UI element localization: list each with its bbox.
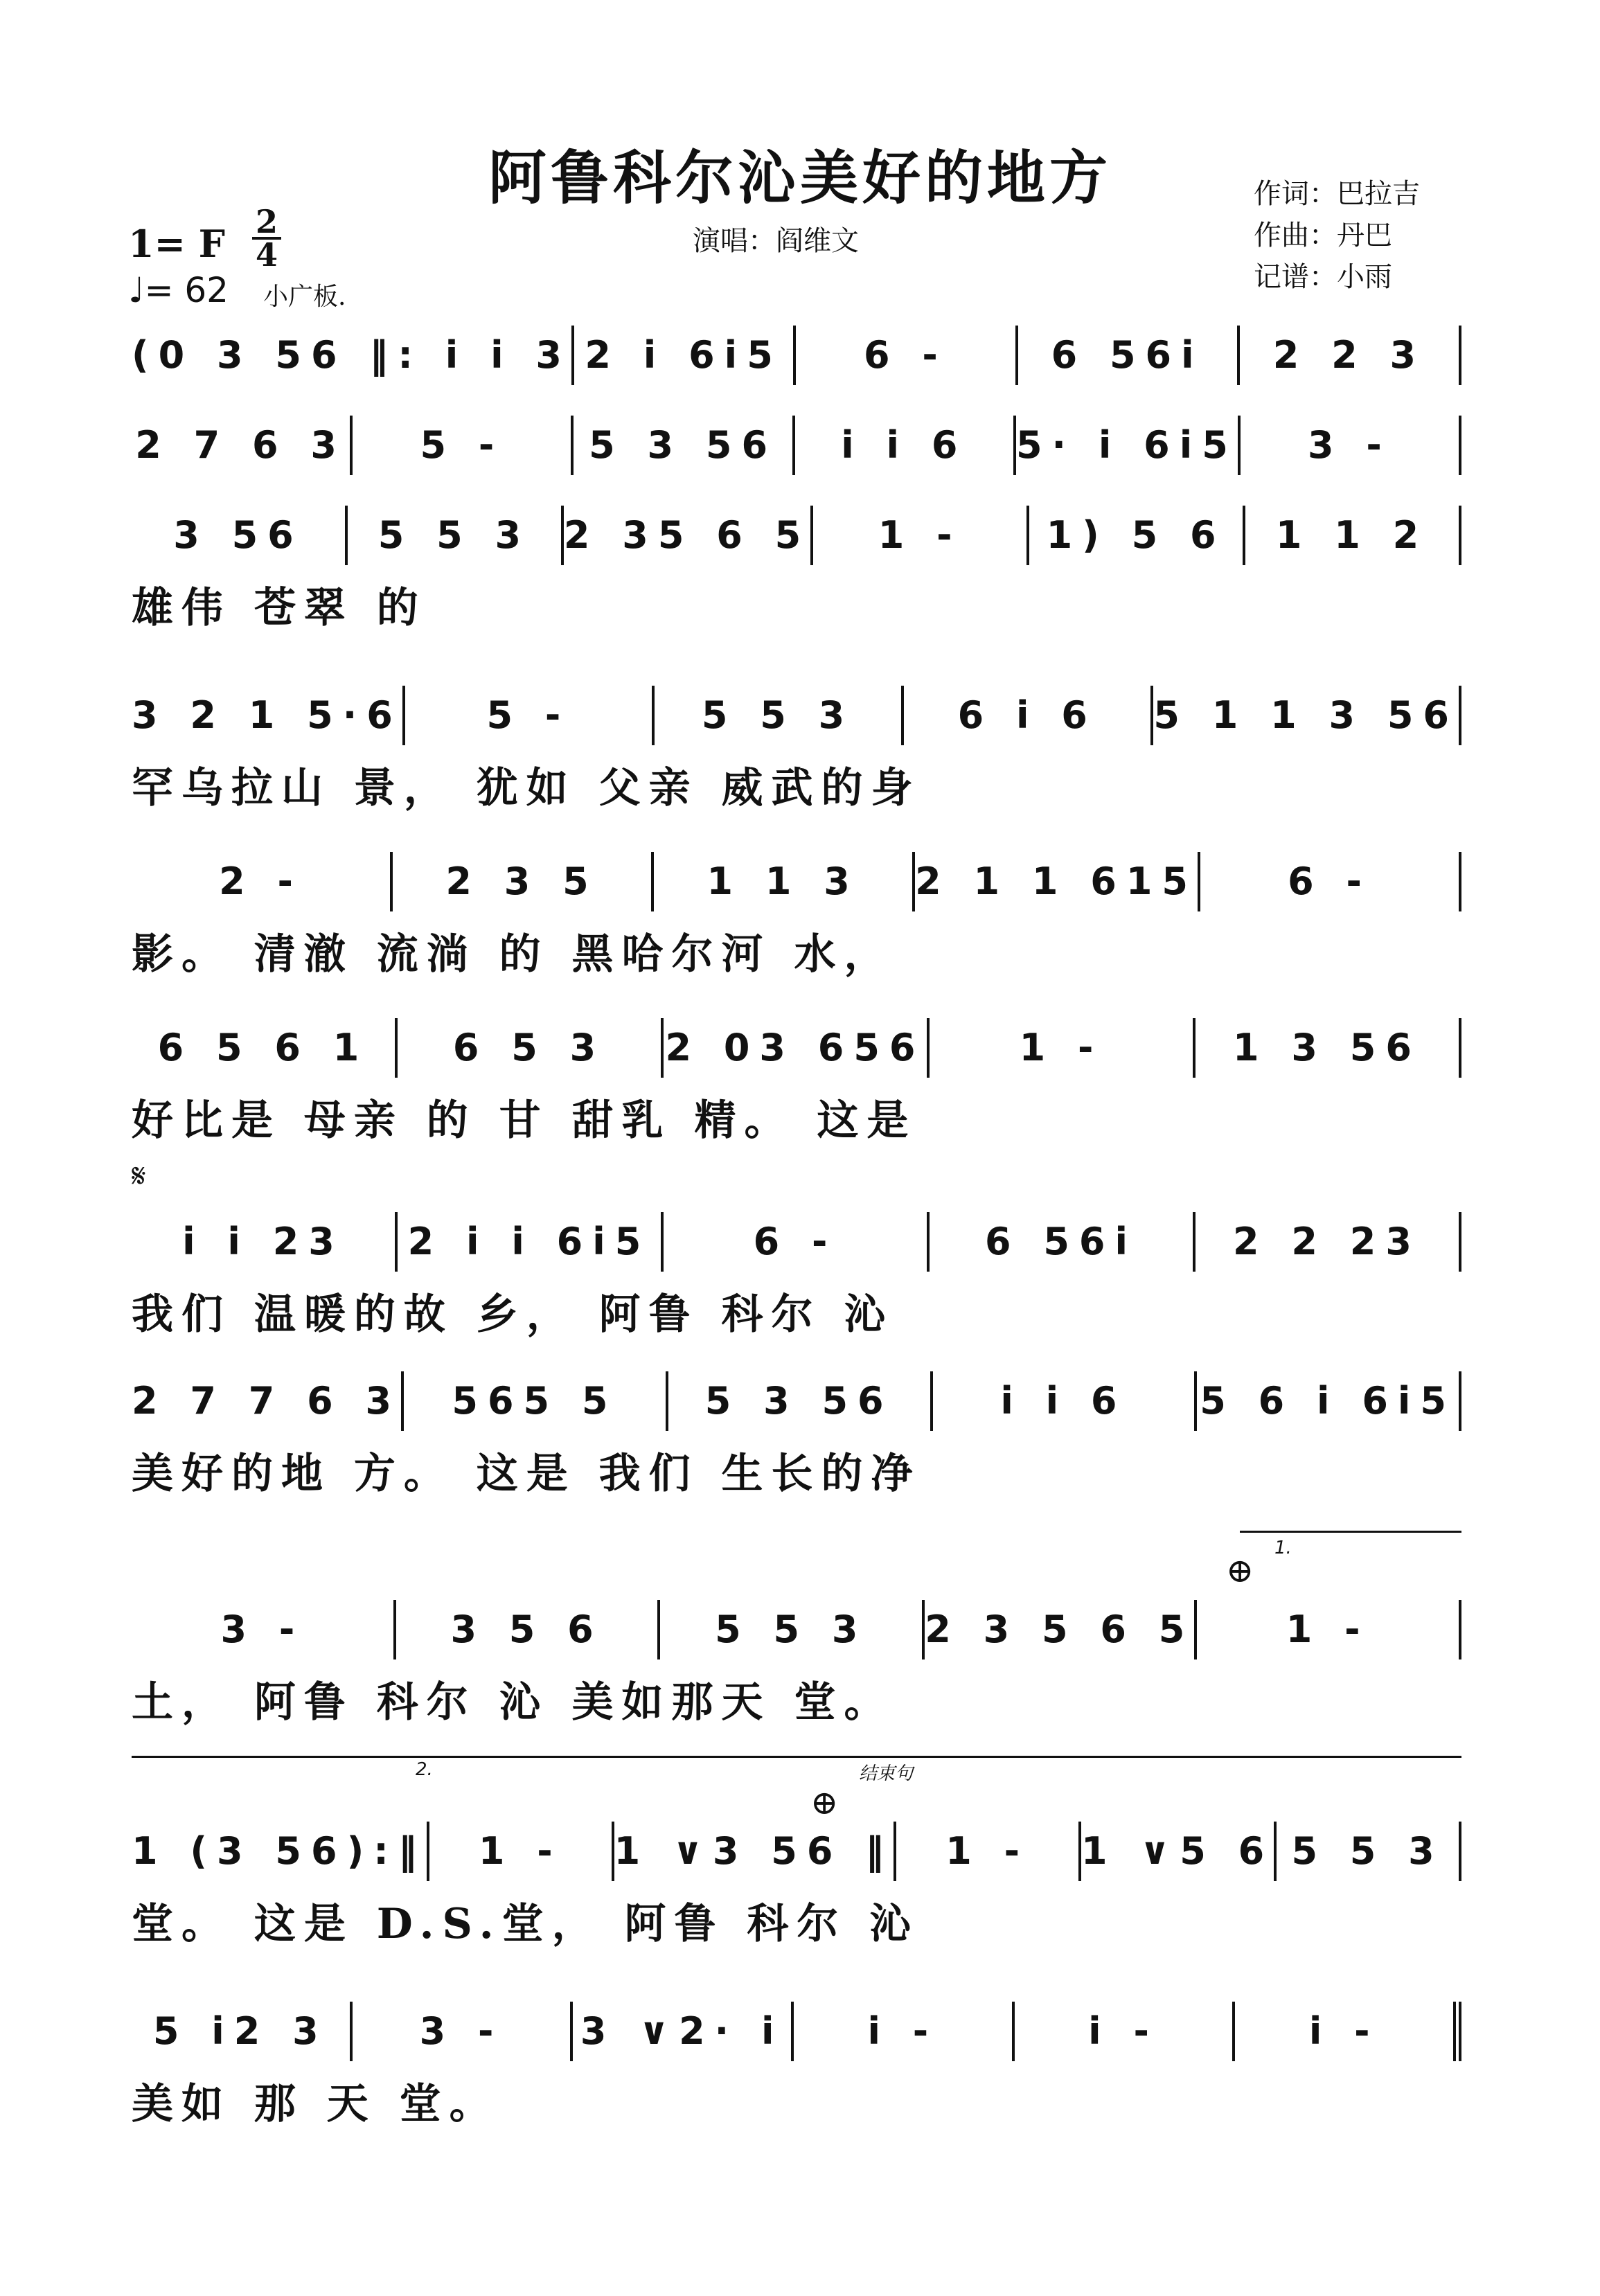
lyric-line: 土， 阿鲁 科尔 沁 美如那天 堂。	[132, 1678, 894, 1727]
measures	[132, 416, 1461, 475]
measures	[132, 1018, 1461, 1078]
measure: 3 ∨2· i	[573, 2002, 794, 2061]
measure: 1 -	[429, 1822, 614, 1881]
measure: 2 7 7 6 3	[132, 1371, 404, 1431]
measure: 3 -	[132, 1600, 396, 1659]
time-signature	[249, 203, 284, 274]
measure: 2 3 5	[393, 852, 654, 911]
measure: 5 5 3	[660, 1600, 925, 1659]
measure: 1 1 2	[1245, 506, 1461, 565]
measures	[132, 1822, 1461, 1881]
measure: i i 23	[132, 1212, 398, 1272]
measure: 1 3 56	[1195, 1018, 1461, 1078]
measure: 3 2 1 5·6	[132, 686, 405, 745]
measure: i -	[1235, 2002, 1461, 2061]
measures	[132, 1600, 1461, 1659]
transcriber-credit: 记谱：小雨	[1254, 261, 1392, 293]
measure: i -	[1015, 2002, 1236, 2061]
singer-credit: 演唱：阎维文	[693, 225, 859, 257]
measure: 2 1 1 615	[915, 852, 1200, 911]
measure: 5 5 3	[655, 686, 904, 745]
measure: 5 -	[353, 416, 574, 475]
measures	[132, 1371, 1461, 1431]
measure: i i 6	[933, 1371, 1198, 1431]
measures	[132, 506, 1461, 565]
measure: 6 -	[664, 1212, 930, 1272]
measure: 2 35 6 5	[564, 506, 813, 565]
measures	[132, 852, 1461, 911]
measure: 6 -	[1200, 852, 1461, 911]
measure: 2 3 5 6 5	[925, 1600, 1197, 1659]
measure: 3 -	[353, 2002, 574, 2061]
lyricist-credit: 作词：巴拉吉	[1254, 178, 1420, 210]
measure: 6 5 6 1	[132, 1018, 398, 1078]
measures	[132, 1212, 1461, 1272]
measure: 5 3 56	[574, 416, 794, 475]
page-title: 阿鲁科尔沁美好的地方	[488, 143, 1112, 212]
measure: 1 (3 56):‖	[132, 1822, 429, 1881]
measure: 5 5 3	[348, 506, 564, 565]
measure: 1 -	[896, 1822, 1081, 1881]
time-denominator: 4	[255, 236, 278, 274]
volta-2-label: 2.	[416, 1759, 433, 1780]
measure: 2 i 6i5	[574, 326, 796, 385]
measures	[132, 2002, 1461, 2061]
measure: 5 i2 3	[132, 2002, 353, 2061]
measure: 5 5 3	[1277, 1822, 1461, 1881]
measure: 1 -	[930, 1018, 1195, 1078]
tempo-word: 小广板.	[263, 283, 346, 311]
key-signature: 1= F	[128, 222, 225, 266]
measure: 2 2 23	[1195, 1212, 1461, 1272]
segno-sign: 𝄋	[132, 1157, 146, 1195]
measure: 1 1 3	[654, 852, 915, 911]
measure: 3 5 6	[396, 1600, 661, 1659]
measure: 3 -	[1241, 416, 1461, 475]
coda-sign-2: ⊕	[810, 1783, 839, 1822]
measure: 6 56i	[930, 1212, 1195, 1272]
measure: 5 1 1 3 56	[1153, 686, 1461, 745]
volta-2-bracket	[132, 1756, 1461, 1758]
measure: 5 3 56	[668, 1371, 933, 1431]
ending-label: 结束句	[859, 1763, 914, 1784]
lyric-line: 影。 清澈 流淌 的 黑哈尔河 水，	[132, 930, 894, 979]
measure: 2 03 656	[664, 1018, 930, 1078]
measure: 1) 5 6	[1029, 506, 1245, 565]
measure: i i 6	[795, 416, 1016, 475]
measures	[132, 326, 1461, 385]
measure: i -	[794, 2002, 1015, 2061]
lyric-line: 堂。 这是 D.S.堂， 阿鲁 科尔 沁	[132, 1900, 920, 1948]
measures	[132, 686, 1461, 745]
lyric-line: 美好的地 方。 这是 我们 生长的净	[132, 1450, 921, 1498]
measure: 5 6 i 6i5	[1197, 1371, 1461, 1431]
measure: 6 56i	[1018, 326, 1240, 385]
measure: 5 -	[405, 686, 655, 745]
composer-credit: 作曲：丹巴	[1254, 220, 1392, 251]
tempo-marking: ♩= 62	[128, 270, 229, 310]
measure: 6 i 6	[904, 686, 1153, 745]
lyric-line: 我们 温暖的故 乡， 阿鲁 科尔 沁	[132, 1290, 894, 1339]
measure: 6 -	[796, 326, 1017, 385]
volta-1-label: 1.	[1274, 1538, 1292, 1558]
volta-1-bracket	[1240, 1531, 1461, 1533]
measure: 565 5	[404, 1371, 668, 1431]
measure: 2 2 3	[1240, 326, 1461, 385]
measure: 3 56	[132, 506, 348, 565]
measure: 1 ∨3 56 ‖	[614, 1822, 897, 1881]
measure: 2 7 6 3	[132, 416, 353, 475]
measure: (0 3 56 ‖: i i 3	[132, 326, 574, 385]
measure: 2 i i 6i5	[398, 1212, 664, 1272]
lyric-line: 罕乌拉山 景， 犹如 父亲 威武的身	[132, 764, 921, 812]
measure: 6 5 3	[398, 1018, 664, 1078]
time-numerator: 2	[255, 203, 278, 240]
lyric-line: 好比是 母亲 的 甘 甜乳 精。 这是	[132, 1096, 917, 1145]
lyric-line: 美如 那 天 堂。	[132, 2080, 499, 2128]
measure: 5· i 6i5	[1016, 416, 1241, 475]
coda-sign-1: ⊕	[1226, 1551, 1254, 1590]
measure: 1 ∨5 6	[1081, 1822, 1277, 1881]
measure: 2 -	[132, 852, 393, 911]
measure: 1 -	[813, 506, 1029, 565]
lyric-line: 雄伟 苍翠 的	[132, 584, 427, 632]
measure: 1 -	[1197, 1600, 1461, 1659]
